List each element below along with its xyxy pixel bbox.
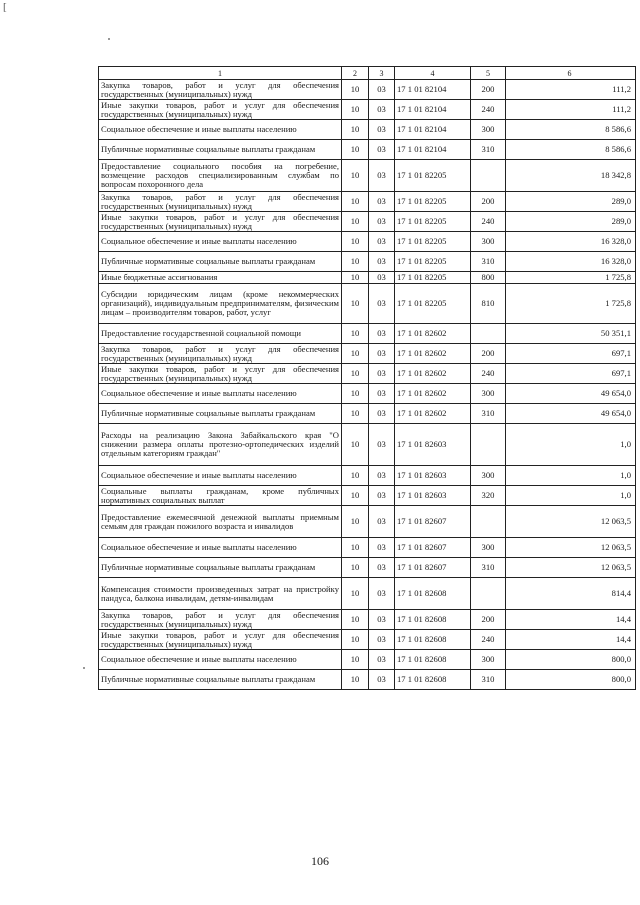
- cell-item-name: Публичные нормативные социальные выплаты гражданам: [99, 404, 342, 424]
- cell-target-article: 17 1 01 82602: [395, 384, 471, 404]
- cell-item-name: Публичные нормативные социальные выплаты гражданам: [99, 558, 342, 578]
- cell-item-name: Социальное обеспечение и иные выплаты населению: [99, 232, 342, 252]
- cell-target-article: 17 1 01 82608: [395, 578, 471, 610]
- cell-amount: 18 342,8: [506, 160, 636, 192]
- cell-section: 10: [342, 100, 369, 120]
- cell-target-article: 17 1 01 82603: [395, 486, 471, 506]
- cell-item-name: Закупка товаров, работ и услуг для обеспечения государственных (муниципальных) нужд: [99, 610, 342, 630]
- cell-item-name: Предоставление государственной социальной помощи: [99, 324, 342, 344]
- cell-section: 10: [342, 272, 369, 284]
- cell-amount: 49 654,0: [506, 384, 636, 404]
- cell-subsection: 03: [369, 650, 395, 670]
- cell-subsection: 03: [369, 232, 395, 252]
- cell-target-article: 17 1 01 82205: [395, 232, 471, 252]
- cell-amount: 1 725,8: [506, 284, 636, 324]
- table-row: [99, 650, 636, 670]
- cell-section: 10: [342, 424, 369, 466]
- cell-expense-type: [471, 578, 506, 610]
- header-cell: 2: [342, 67, 369, 80]
- cell-amount: 1,0: [506, 486, 636, 506]
- scan-speck: [83, 667, 85, 669]
- cell-expense-type: [471, 324, 506, 344]
- cell-target-article: 17 1 01 82608: [395, 650, 471, 670]
- cell-section: 10: [342, 486, 369, 506]
- cell-subsection: 03: [369, 324, 395, 344]
- cell-section: 10: [342, 670, 369, 690]
- cell-expense-type: 300: [471, 120, 506, 140]
- cell-subsection: 03: [369, 252, 395, 272]
- cell-amount: 111,2: [506, 80, 636, 100]
- cell-subsection: 03: [369, 506, 395, 538]
- table-row: [99, 212, 636, 232]
- cell-section: 10: [342, 252, 369, 272]
- cell-amount: 14,4: [506, 630, 636, 650]
- table-row: [99, 80, 636, 100]
- header-cell: 4: [395, 67, 471, 80]
- cell-amount: 14,4: [506, 610, 636, 630]
- table-row: [99, 610, 636, 630]
- cell-subsection: 03: [369, 404, 395, 424]
- table-row: [99, 630, 636, 650]
- cell-expense-type: 300: [471, 538, 506, 558]
- cell-expense-type: 310: [471, 140, 506, 160]
- table-row: [99, 272, 636, 284]
- cell-target-article: 17 1 01 82608: [395, 610, 471, 630]
- table-row: [99, 578, 636, 610]
- table-row: [99, 404, 636, 424]
- cell-item-name: Расходы на реализацию Закона Забайкальского края "О снижении размера оплаты протезно-ортопедических изделий отдельным категориям граждан": [99, 424, 342, 466]
- cell-subsection: 03: [369, 424, 395, 466]
- cell-expense-type: [471, 160, 506, 192]
- cell-subsection: 03: [369, 578, 395, 610]
- cell-target-article: 17 1 01 82205: [395, 252, 471, 272]
- cell-section: 10: [342, 140, 369, 160]
- cell-section: 10: [342, 364, 369, 384]
- table-row: [99, 252, 636, 272]
- cell-target-article: 17 1 01 82602: [395, 364, 471, 384]
- cell-item-name: Иные закупки товаров, работ и услуг для обеспечения государственных (муниципальных) нужд: [99, 630, 342, 650]
- cell-target-article: 17 1 01 82602: [395, 344, 471, 364]
- cell-expense-type: 240: [471, 100, 506, 120]
- cell-amount: 800,0: [506, 650, 636, 670]
- table-row: [99, 344, 636, 364]
- cell-item-name: Закупка товаров, работ и услуг для обеспечения государственных (муниципальных) нужд: [99, 80, 342, 100]
- page-number: 106: [311, 854, 329, 868]
- cell-target-article: 17 1 01 82607: [395, 538, 471, 558]
- cell-target-article: 17 1 01 82607: [395, 506, 471, 538]
- cell-section: 10: [342, 650, 369, 670]
- cell-subsection: 03: [369, 364, 395, 384]
- cell-item-name: Социальное обеспечение и иные выплаты населению: [99, 120, 342, 140]
- cell-subsection: 03: [369, 558, 395, 578]
- cell-subsection: 03: [369, 610, 395, 630]
- cell-amount: 697,1: [506, 344, 636, 364]
- table-row: [99, 424, 636, 466]
- cell-target-article: 17 1 01 82205: [395, 212, 471, 232]
- cell-subsection: 03: [369, 212, 395, 232]
- cell-expense-type: 810: [471, 284, 506, 324]
- cell-amount: 814,4: [506, 578, 636, 610]
- cell-section: 10: [342, 212, 369, 232]
- cell-expense-type: 240: [471, 212, 506, 232]
- cell-section: 10: [342, 120, 369, 140]
- cell-expense-type: 310: [471, 404, 506, 424]
- cell-amount: 16 328,0: [506, 232, 636, 252]
- cell-amount: 1 725,8: [506, 272, 636, 284]
- table-row: [99, 192, 636, 212]
- cell-amount: 49 654,0: [506, 404, 636, 424]
- table-header-row: [99, 67, 636, 80]
- cell-target-article: 17 1 01 82602: [395, 404, 471, 424]
- header-cell: 5: [471, 67, 506, 80]
- cell-item-name: Компенсация стоимости произведенных затрат на пристройку пандуса, балкона инвалидам, детям-инвалидам: [99, 578, 342, 610]
- table-row: [99, 558, 636, 578]
- table-row: [99, 160, 636, 192]
- cell-target-article: 17 1 01 82603: [395, 424, 471, 466]
- cell-section: 10: [342, 538, 369, 558]
- cell-amount: 12 063,5: [506, 506, 636, 538]
- cell-amount: 12 063,5: [506, 558, 636, 578]
- cell-amount: 8 586,6: [506, 120, 636, 140]
- cell-item-name: Закупка товаров, работ и услуг для обеспечения государственных (муниципальных) нужд: [99, 192, 342, 212]
- table-row: [99, 486, 636, 506]
- cell-subsection: 03: [369, 100, 395, 120]
- cell-target-article: 17 1 01 82603: [395, 466, 471, 486]
- cell-section: 10: [342, 232, 369, 252]
- cell-section: 10: [342, 610, 369, 630]
- table-row: [99, 670, 636, 690]
- cell-amount: 697,1: [506, 364, 636, 384]
- cell-item-name: Предоставление социального пособия на погребение, возмещение расходов специализированным службам по вопросам похоронного дела: [99, 160, 342, 192]
- cell-item-name: Субсидии юридическим лицам (кроме некоммерческих организаций), индивидуальным предпринимателям, физическим лицам – производителям товаров, работ, услуг: [99, 284, 342, 324]
- cell-expense-type: 300: [471, 650, 506, 670]
- cell-item-name: Социальное обеспечение и иные выплаты населению: [99, 650, 342, 670]
- cell-section: 10: [342, 192, 369, 212]
- cell-expense-type: 200: [471, 344, 506, 364]
- cell-subsection: 03: [369, 384, 395, 404]
- cell-expense-type: [471, 506, 506, 538]
- cell-subsection: 03: [369, 538, 395, 558]
- cell-amount: 50 351,1: [506, 324, 636, 344]
- table-row: [99, 466, 636, 486]
- table-row: [99, 284, 636, 324]
- cell-target-article: 17 1 01 82608: [395, 630, 471, 650]
- table-row: [99, 140, 636, 160]
- cell-item-name: Иные бюджетные ассигнования: [99, 272, 342, 284]
- cell-target-article: 17 1 01 82104: [395, 120, 471, 140]
- cell-amount: 289,0: [506, 212, 636, 232]
- cell-expense-type: 310: [471, 252, 506, 272]
- table-body: [99, 80, 636, 690]
- cell-item-name: Публичные нормативные социальные выплаты гражданам: [99, 252, 342, 272]
- cell-expense-type: 310: [471, 670, 506, 690]
- cell-target-article: 17 1 01 82205: [395, 160, 471, 192]
- cell-amount: 1,0: [506, 466, 636, 486]
- cell-amount: 16 328,0: [506, 252, 636, 272]
- cell-amount: 12 063,5: [506, 538, 636, 558]
- cell-expense-type: 240: [471, 630, 506, 650]
- table-row: [99, 120, 636, 140]
- table-row: [99, 232, 636, 252]
- cell-expense-type: 320: [471, 486, 506, 506]
- cell-section: 10: [342, 284, 369, 324]
- table-row: [99, 324, 636, 344]
- header-cell: 1: [99, 67, 342, 80]
- table-row: [99, 384, 636, 404]
- cell-item-name: Социальное обеспечение и иные выплаты населению: [99, 538, 342, 558]
- cell-subsection: 03: [369, 140, 395, 160]
- cell-target-article: 17 1 01 82602: [395, 324, 471, 344]
- cell-item-name: Публичные нормативные социальные выплаты гражданам: [99, 140, 342, 160]
- cell-amount: 1,0: [506, 424, 636, 466]
- cell-section: 10: [342, 344, 369, 364]
- table-row: [99, 506, 636, 538]
- cell-section: 10: [342, 630, 369, 650]
- cell-subsection: 03: [369, 630, 395, 650]
- cell-target-article: 17 1 01 82608: [395, 670, 471, 690]
- cell-item-name: Социальное обеспечение и иные выплаты населению: [99, 466, 342, 486]
- cell-expense-type: 240: [471, 364, 506, 384]
- cell-section: 10: [342, 466, 369, 486]
- header-cell: 3: [369, 67, 395, 80]
- cell-subsection: 03: [369, 120, 395, 140]
- cell-amount: 111,2: [506, 100, 636, 120]
- cell-section: 10: [342, 324, 369, 344]
- cell-expense-type: 200: [471, 192, 506, 212]
- table-row: [99, 100, 636, 120]
- cell-item-name: Публичные нормативные социальные выплаты гражданам: [99, 670, 342, 690]
- cell-item-name: Иные закупки товаров, работ и услуг для обеспечения государственных (муниципальных) нужд: [99, 364, 342, 384]
- cell-subsection: 03: [369, 466, 395, 486]
- cell-section: 10: [342, 404, 369, 424]
- cell-section: 10: [342, 80, 369, 100]
- cell-target-article: 17 1 01 82205: [395, 192, 471, 212]
- cell-subsection: 03: [369, 272, 395, 284]
- cell-item-name: Иные закупки товаров, работ и услуг для обеспечения государственных (муниципальных) нужд: [99, 212, 342, 232]
- cell-target-article: 17 1 01 82607: [395, 558, 471, 578]
- cell-expense-type: 800: [471, 272, 506, 284]
- cell-item-name: Социальное обеспечение и иные выплаты населению: [99, 384, 342, 404]
- cell-expense-type: [471, 424, 506, 466]
- cell-item-name: Предоставление ежемесячной денежной выплаты приемным семьям для граждан пожилого возраста и инвалидов: [99, 506, 342, 538]
- corner-mark: [: [3, 1, 7, 13]
- cell-expense-type: 310: [471, 558, 506, 578]
- cell-section: 10: [342, 506, 369, 538]
- scan-speck: [108, 38, 110, 40]
- header-cell: 6: [506, 67, 636, 80]
- table-row: [99, 538, 636, 558]
- cell-section: 10: [342, 384, 369, 404]
- cell-expense-type: 200: [471, 610, 506, 630]
- cell-section: 10: [342, 558, 369, 578]
- cell-target-article: 17 1 01 82104: [395, 100, 471, 120]
- cell-amount: 800,0: [506, 670, 636, 690]
- cell-expense-type: 300: [471, 384, 506, 404]
- cell-section: 10: [342, 160, 369, 192]
- cell-amount: 289,0: [506, 192, 636, 212]
- table-row: [99, 364, 636, 384]
- cell-subsection: 03: [369, 344, 395, 364]
- cell-item-name: Социальные выплаты гражданам, кроме публичных нормативных социальных выплат: [99, 486, 342, 506]
- cell-expense-type: 300: [471, 232, 506, 252]
- budget-table: [98, 66, 636, 690]
- cell-subsection: 03: [369, 670, 395, 690]
- cell-section: 10: [342, 578, 369, 610]
- cell-item-name: Закупка товаров, работ и услуг для обеспечения государственных (муниципальных) нужд: [99, 344, 342, 364]
- cell-subsection: 03: [369, 80, 395, 100]
- cell-subsection: 03: [369, 160, 395, 192]
- cell-target-article: 17 1 01 82205: [395, 284, 471, 324]
- cell-target-article: 17 1 01 82104: [395, 80, 471, 100]
- cell-target-article: 17 1 01 82104: [395, 140, 471, 160]
- cell-item-name: Иные закупки товаров, работ и услуг для обеспечения государственных (муниципальных) нужд: [99, 100, 342, 120]
- cell-expense-type: 200: [471, 80, 506, 100]
- cell-subsection: 03: [369, 192, 395, 212]
- cell-amount: 8 586,6: [506, 140, 636, 160]
- cell-subsection: 03: [369, 284, 395, 324]
- cell-subsection: 03: [369, 486, 395, 506]
- cell-target-article: 17 1 01 82205: [395, 272, 471, 284]
- cell-expense-type: 300: [471, 466, 506, 486]
